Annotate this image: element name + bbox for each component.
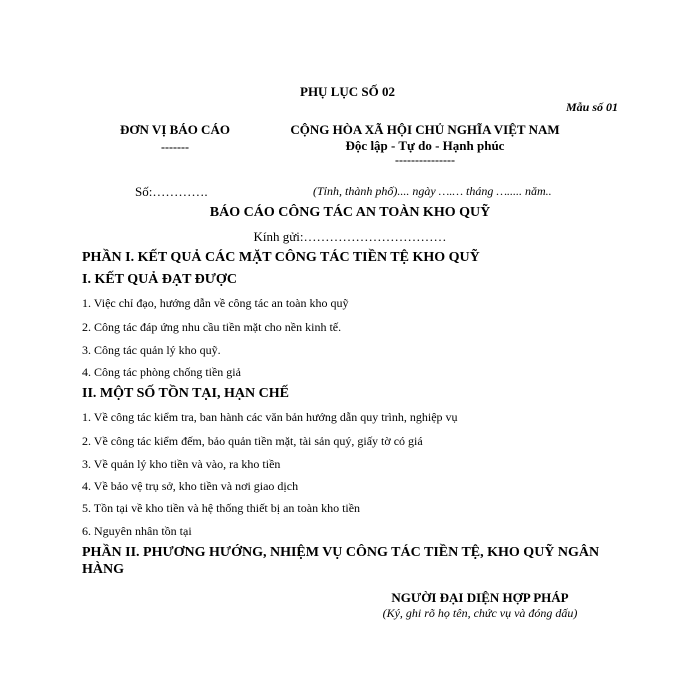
list-item: 3. Công tác quản lý kho quỹ. <box>82 343 221 357</box>
signature-title: NGƯỜI ĐẠI DIỆN HỢP PHÁP <box>391 590 569 605</box>
section-one-heading: I. KẾT QUẢ ĐẠT ĐƯỢC <box>82 272 237 287</box>
reporting-unit: ĐƠN VỊ BÁO CÁO <box>120 122 230 137</box>
signature-note: (Ký, ghi rõ họ tên, chức vụ và đóng dấu) <box>382 606 578 620</box>
list-item: 2. Công tác đáp ứng nhu cầu tiền mặt cho nền kinh tế. <box>82 320 342 334</box>
document-number: Số:…………. <box>135 184 208 199</box>
motto-underline: --------------- <box>395 153 455 167</box>
part-two-heading: PHẦN II. PHƯƠNG HƯỚNG, NHIỆM VỤ CÔNG TÁC TIỀN TỆ, KHO QUỸ NGÂN <box>82 545 600 560</box>
section-two-heading: II. MỘT SỐ TỒN TẠI, HẠN CHẾ <box>82 386 289 401</box>
list-item: 2. Về công tác kiểm đếm, bảo quản tiền mặt, tài sản quý, giấy tờ có giá <box>82 434 423 448</box>
part-one-heading: PHẦN I. KẾT QUẢ CÁC MẶT CÔNG TÁC TIỀN TỆ KHO QUỸ <box>82 250 480 265</box>
list-item: 5. Tồn tại về kho tiền và hệ thống thiết bị an toàn kho tiền <box>82 501 361 515</box>
list-item: 3. Về quản lý kho tiền và vào, ra kho tiền <box>82 457 281 471</box>
unit-underline: ------- <box>161 140 189 154</box>
country-name: CỘNG HÒA XÃ HỘI CHỦ NGHĨA VIỆT NAM <box>290 122 560 137</box>
place-and-date: (Tỉnh, thành phố).... ngày ….… tháng …..... năm.. <box>313 184 552 198</box>
form-number: Mẫu số 01 <box>565 100 618 114</box>
list-item: 1. Việc chỉ đạo, hướng dẫn về công tác an toàn kho quỹ <box>82 296 349 310</box>
addressee: Kính gửi:…………………………… <box>253 229 447 244</box>
part-two-heading-continued: HÀNG <box>82 562 124 577</box>
document-title: BÁO CÁO CÔNG TÁC AN TOÀN KHO QUỸ <box>209 205 491 220</box>
list-item: 1. Về công tác kiểm tra, ban hành các văn bản hướng dẫn quy trình, nghiệp vụ <box>82 410 458 424</box>
appendix-label: PHỤ LỤC SỐ 02 <box>300 84 395 99</box>
national-motto: Độc lập - Tự do - Hạnh phúc <box>345 138 505 153</box>
list-item: 4. Về bảo vệ trụ sở, kho tiền và nơi giao dịch <box>82 479 299 493</box>
list-item: 4. Công tác phòng chống tiền giả <box>82 365 241 379</box>
list-item: 6. Nguyên nhân tồn tại <box>82 524 192 538</box>
